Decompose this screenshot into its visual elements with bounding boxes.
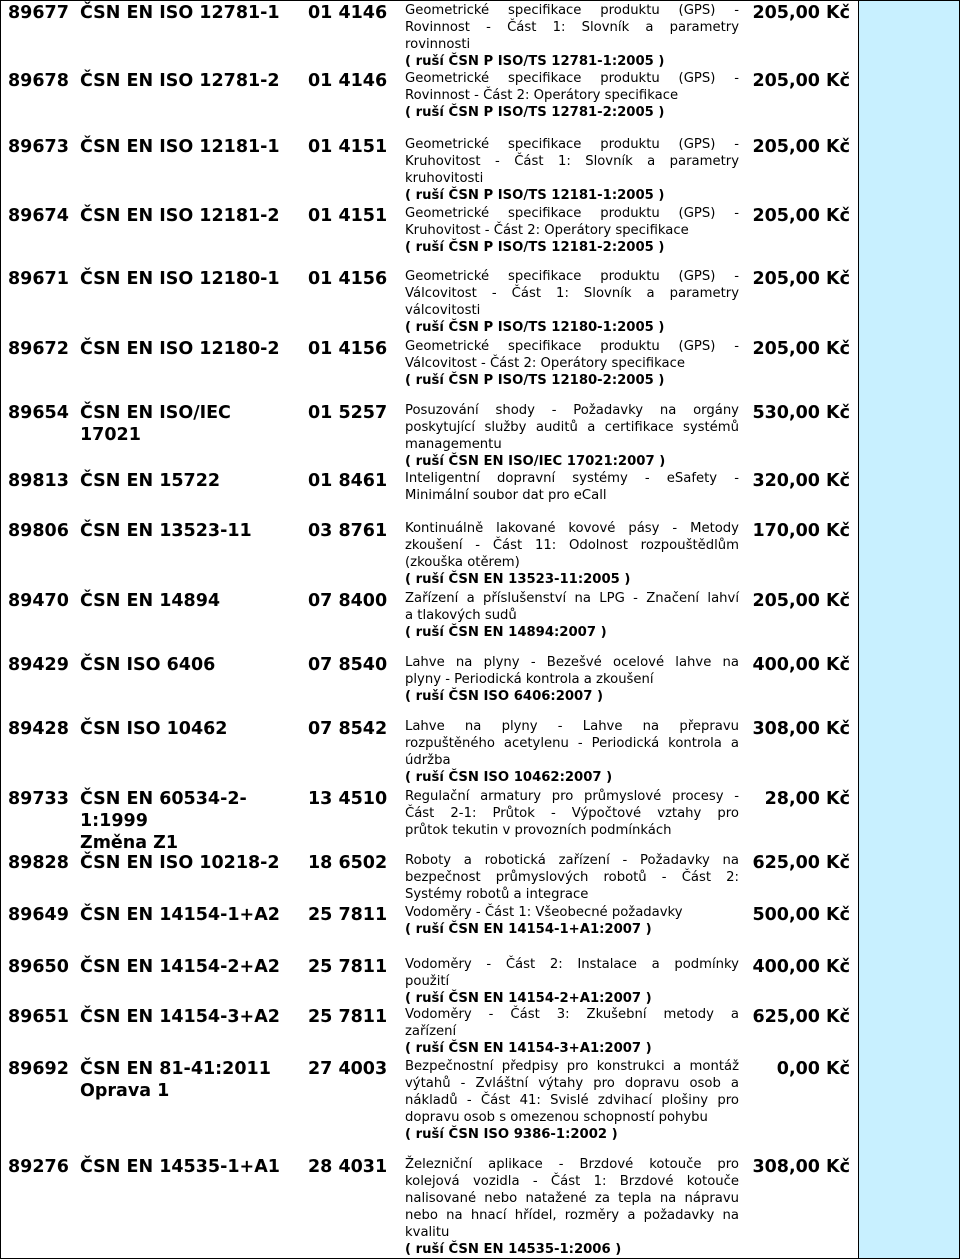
description-line: plyny - Periodická kontrola a zkoušení bbox=[405, 672, 654, 687]
description-line: Rovinnost - Část 1: Slovník a parametry bbox=[405, 20, 739, 35]
classification-code: 07 8540 bbox=[308, 655, 388, 675]
standard-description bbox=[405, 136, 739, 204]
replaces-note: ( ruší ČSN EN 14894:2007 ) bbox=[405, 625, 607, 640]
description-line: Geometrické specifikace produktu (GPS) - bbox=[405, 269, 739, 284]
description-line: Rovinnost - Část 2: Operátory specifikace bbox=[405, 88, 679, 103]
replaces-note: ( ruší ČSN ISO 10462:2007 ) bbox=[405, 770, 613, 785]
description-line: Kontinuálně lakované kovové pásy - Metody bbox=[405, 521, 739, 536]
standard-description bbox=[405, 268, 739, 336]
description-line: Roboty a robotická zařízení - Požadavky na bbox=[405, 853, 739, 868]
standard-description bbox=[405, 904, 739, 938]
replaces-note: ( ruší ČSN EN 14154-3+A1:2007 ) bbox=[405, 1041, 652, 1056]
replaces-note: ( ruší ČSN ISO 9386-1:2002 ) bbox=[405, 1127, 618, 1142]
description-line: (zkouška otěrem) bbox=[405, 555, 520, 570]
catalog-number: 89428 bbox=[8, 719, 69, 739]
description-line: zařízení bbox=[405, 1024, 457, 1039]
classification-code: 03 8761 bbox=[308, 521, 388, 541]
catalog-number: 89677 bbox=[8, 3, 69, 23]
price: 0,00 Kč bbox=[776, 1059, 850, 1079]
standard-description bbox=[405, 2, 739, 70]
description-line: Železniční aplikace - Brzdové kotouče pro bbox=[405, 1157, 739, 1172]
replaces-note: ( ruší ČSN P ISO/TS 12180-2:2005 ) bbox=[405, 373, 665, 388]
price: 625,00 Kč bbox=[752, 853, 850, 873]
standard-code: ČSN EN ISO/IEC 17021 bbox=[80, 403, 231, 445]
replaces-note: ( ruší ČSN EN 13523-11:2005 ) bbox=[405, 572, 631, 587]
standard-code: ČSN EN ISO 12180-1 bbox=[80, 269, 280, 289]
description-line: použití bbox=[405, 974, 450, 989]
standard-description bbox=[405, 205, 739, 256]
standard-description bbox=[405, 1006, 739, 1057]
price-column-divider bbox=[858, 0, 859, 1259]
price: 320,00 Kč bbox=[752, 471, 850, 491]
replaces-note: ( ruší ČSN P ISO/TS 12781-2:2005 ) bbox=[405, 105, 665, 120]
classification-code: 25 7811 bbox=[308, 957, 388, 977]
catalog-number: 89806 bbox=[8, 521, 69, 541]
standard-code: ČSN ISO 10462 bbox=[80, 719, 228, 739]
price: 400,00 Kč bbox=[752, 655, 850, 675]
top-border bbox=[0, 0, 960, 1]
description-line: Vodoměry - Část 1: Všeobecné požadavky bbox=[405, 905, 683, 920]
standard-description bbox=[405, 718, 739, 786]
classification-code: 01 4156 bbox=[308, 339, 388, 359]
classification-code: 01 4156 bbox=[308, 269, 388, 289]
description-line: Lahve na plyny - Bezešvé ocelové lahve na bbox=[405, 655, 739, 670]
standard-code: ČSN EN ISO 12181-1 bbox=[80, 137, 280, 157]
classification-code: 01 4151 bbox=[308, 206, 388, 226]
description-line: nákladů - Část 41: Svislé zdvihací plošiny pro bbox=[405, 1093, 739, 1108]
description-line: Kruhovitost - Část 1: Slovník a parametry bbox=[405, 154, 739, 169]
standard-code: ČSN EN ISO 12181-2 bbox=[80, 206, 280, 226]
standard-description bbox=[405, 70, 739, 121]
standard-code: ČSN EN ISO 12781-2 bbox=[80, 71, 280, 91]
description-line: kolejová vozidla - Část 1: Brzdové kotouče bbox=[405, 1174, 739, 1189]
catalog-number: 89470 bbox=[8, 591, 69, 611]
description-line: Geometrické specifikace produktu (GPS) - bbox=[405, 339, 739, 354]
catalog-number: 89678 bbox=[8, 71, 69, 91]
price: 500,00 Kč bbox=[752, 905, 850, 925]
price: 205,00 Kč bbox=[752, 339, 850, 359]
classification-code: 25 7811 bbox=[308, 1007, 388, 1027]
price: 205,00 Kč bbox=[752, 206, 850, 226]
replaces-note: ( ruší ČSN ISO 6406:2007 ) bbox=[405, 689, 604, 704]
classification-code: 18 6502 bbox=[308, 853, 388, 873]
standard-code: ČSN EN 14154-3+A2 bbox=[80, 1007, 280, 1027]
description-line: Kruhovitost - Část 2: Operátory specifikace bbox=[405, 223, 689, 238]
standard-code: ČSN EN 14894 bbox=[80, 591, 221, 611]
standard-description bbox=[405, 470, 739, 504]
catalog-number: 89674 bbox=[8, 206, 69, 226]
replaces-note: ( ruší ČSN P ISO/TS 12781-1:2005 ) bbox=[405, 54, 665, 69]
description-line: Válcovitost - Část 1: Slovník a parametry bbox=[405, 286, 739, 301]
description-line: Vodoměry - Část 2: Instalace a podmínky bbox=[405, 957, 739, 972]
replaces-note: ( ruší ČSN EN 14535-1:2006 ) bbox=[405, 1242, 622, 1257]
price: 308,00 Kč bbox=[752, 719, 850, 739]
description-line: Geometrické specifikace produktu (GPS) - bbox=[405, 3, 739, 18]
description-line: Systémy robotů a integrace bbox=[405, 887, 589, 902]
description-line: nebo na hnací hřídel, rozměry a požadavky na bbox=[405, 1208, 739, 1223]
price: 28,00 Kč bbox=[764, 789, 850, 809]
standard-code: ČSN EN 14154-2+A2 bbox=[80, 957, 280, 977]
description-line: Posuzování shody - Požadavky na orgány bbox=[405, 403, 739, 418]
standard-description bbox=[405, 654, 739, 705]
description-line: Válcovitost - Část 2: Operátory specifikace bbox=[405, 356, 685, 371]
standard-description bbox=[405, 402, 739, 470]
standard-description bbox=[405, 1058, 739, 1143]
price: 400,00 Kč bbox=[752, 957, 850, 977]
price: 205,00 Kč bbox=[752, 137, 850, 157]
catalog-number: 89692 bbox=[8, 1059, 69, 1079]
catalog-number: 89828 bbox=[8, 853, 69, 873]
description-line: Zařízení a příslušenství na LPG - Značení lahví bbox=[405, 591, 739, 606]
standard-code: ČSN EN 60534-2- 1:1999 Změna Z1 bbox=[80, 789, 247, 853]
description-line: a tlakových sudů bbox=[405, 608, 517, 623]
replaces-note: ( ruší ČSN EN 14154-1+A1:2007 ) bbox=[405, 922, 652, 937]
description-line: nalisované nebo natažené za tepla na nápravu bbox=[405, 1191, 739, 1206]
description-line: Část 2-1: Průtok - Výpočtové vztahy pro bbox=[405, 806, 739, 821]
description-line: válcovitosti bbox=[405, 303, 481, 318]
price: 530,00 Kč bbox=[752, 403, 850, 423]
description-line: rozpuštěného acetylenu - Periodická kontrola a bbox=[405, 736, 739, 751]
classification-code: 25 7811 bbox=[308, 905, 388, 925]
description-line: Geometrické specifikace produktu (GPS) - bbox=[405, 137, 739, 152]
standard-description bbox=[405, 338, 739, 389]
description-line: poskytující služby auditů a certifikace systémů bbox=[405, 420, 739, 435]
standard-code: ČSN EN ISO 12180-2 bbox=[80, 339, 280, 359]
replaces-note: ( ruší ČSN P ISO/TS 12181-2:2005 ) bbox=[405, 240, 665, 255]
description-line: rovinnosti bbox=[405, 37, 471, 52]
classification-code: 07 8542 bbox=[308, 719, 388, 739]
catalog-number: 89654 bbox=[8, 403, 69, 423]
description-line: Minimální soubor dat pro eCall bbox=[405, 488, 607, 503]
left-border bbox=[0, 0, 1, 1259]
classification-code: 01 4146 bbox=[308, 71, 388, 91]
catalog-number: 89649 bbox=[8, 905, 69, 925]
classification-code: 01 8461 bbox=[308, 471, 388, 491]
classification-code: 13 4510 bbox=[308, 789, 388, 809]
standard-description bbox=[405, 956, 739, 1007]
standard-code: ČSN EN 13523-11 bbox=[80, 521, 252, 541]
catalog-number: 89650 bbox=[8, 957, 69, 977]
standard-description bbox=[405, 788, 739, 839]
replaces-note: ( ruší ČSN EN ISO/IEC 17021:2007 ) bbox=[405, 454, 666, 469]
description-line: zkoušení - Část 11: Odolnost rozpouštědlům bbox=[405, 538, 739, 553]
price: 205,00 Kč bbox=[752, 71, 850, 91]
description-line: Inteligentní dopravní systémy - eSafety - bbox=[405, 471, 739, 486]
classification-code: 27 4003 bbox=[308, 1059, 388, 1079]
description-line: údržba bbox=[405, 753, 451, 768]
price: 205,00 Kč bbox=[752, 3, 850, 23]
standard-description bbox=[405, 520, 739, 588]
standard-code: ČSN ISO 6406 bbox=[80, 655, 216, 675]
standard-code: ČSN EN 15722 bbox=[80, 471, 221, 491]
price: 205,00 Kč bbox=[752, 591, 850, 611]
catalog-number: 89813 bbox=[8, 471, 69, 491]
standard-description bbox=[405, 852, 739, 903]
price: 308,00 Kč bbox=[752, 1157, 850, 1177]
price: 625,00 Kč bbox=[752, 1007, 850, 1027]
catalog-number: 89651 bbox=[8, 1007, 69, 1027]
description-line: Geometrické specifikace produktu (GPS) - bbox=[405, 206, 739, 221]
catalog-number: 89671 bbox=[8, 269, 69, 289]
description-line: kvalitu bbox=[405, 1225, 450, 1240]
classification-code: 07 8400 bbox=[308, 591, 388, 611]
classification-code: 28 4031 bbox=[308, 1157, 388, 1177]
catalog-number: 89276 bbox=[8, 1157, 69, 1177]
description-line: kruhovitosti bbox=[405, 171, 484, 186]
price: 170,00 Kč bbox=[752, 521, 850, 541]
replaces-note: ( ruší ČSN P ISO/TS 12180-1:2005 ) bbox=[405, 320, 665, 335]
standard-code: ČSN EN 81-41:2011 Oprava 1 bbox=[80, 1059, 271, 1101]
description-line: bezpečnost průmyslových robotů - Část 2: bbox=[405, 870, 739, 885]
price: 205,00 Kč bbox=[752, 269, 850, 289]
standard-code: ČSN EN 14154-1+A2 bbox=[80, 905, 280, 925]
classification-code: 01 4146 bbox=[308, 3, 388, 23]
standard-code: ČSN EN ISO 10218-2 bbox=[80, 853, 280, 873]
classification-code: 01 5257 bbox=[308, 403, 388, 423]
standard-description bbox=[405, 1156, 739, 1258]
description-line: Vodoměry - Část 3: Zkušební metody a bbox=[405, 1007, 739, 1022]
standard-description bbox=[405, 590, 739, 641]
description-line: managementu bbox=[405, 437, 502, 452]
replaces-note: ( ruší ČSN P ISO/TS 12181-1:2005 ) bbox=[405, 188, 665, 203]
standard-code: ČSN EN ISO 12781-1 bbox=[80, 3, 280, 23]
catalog-number: 89429 bbox=[8, 655, 69, 675]
catalog-number: 89672 bbox=[8, 339, 69, 359]
catalog-number: 89673 bbox=[8, 137, 69, 157]
description-line: Geometrické specifikace produktu (GPS) - bbox=[405, 71, 739, 86]
description-line: průtok tekutin v provozních podmínkách bbox=[405, 823, 672, 838]
classification-code: 01 4151 bbox=[308, 137, 388, 157]
price-column-background bbox=[858, 0, 959, 1259]
catalog-number: 89733 bbox=[8, 789, 69, 809]
description-line: dopravu osob s omezenou schopností pohybu bbox=[405, 1110, 708, 1125]
standard-code: ČSN EN 14535-1+A1 bbox=[80, 1157, 280, 1177]
description-line: výtahů - Zvláštní výtahy pro dopravu osob a bbox=[405, 1076, 739, 1091]
description-line: Bezpečnostní předpisy pro konstrukci a montáž bbox=[405, 1059, 739, 1074]
description-line: Lahve na plyny - Lahve na přepravu bbox=[405, 719, 739, 734]
description-line: Regulační armatury pro průmyslové procesy - bbox=[405, 789, 739, 804]
replaces-note: ( ruší ČSN EN 14154-2+A1:2007 ) bbox=[405, 991, 652, 1006]
